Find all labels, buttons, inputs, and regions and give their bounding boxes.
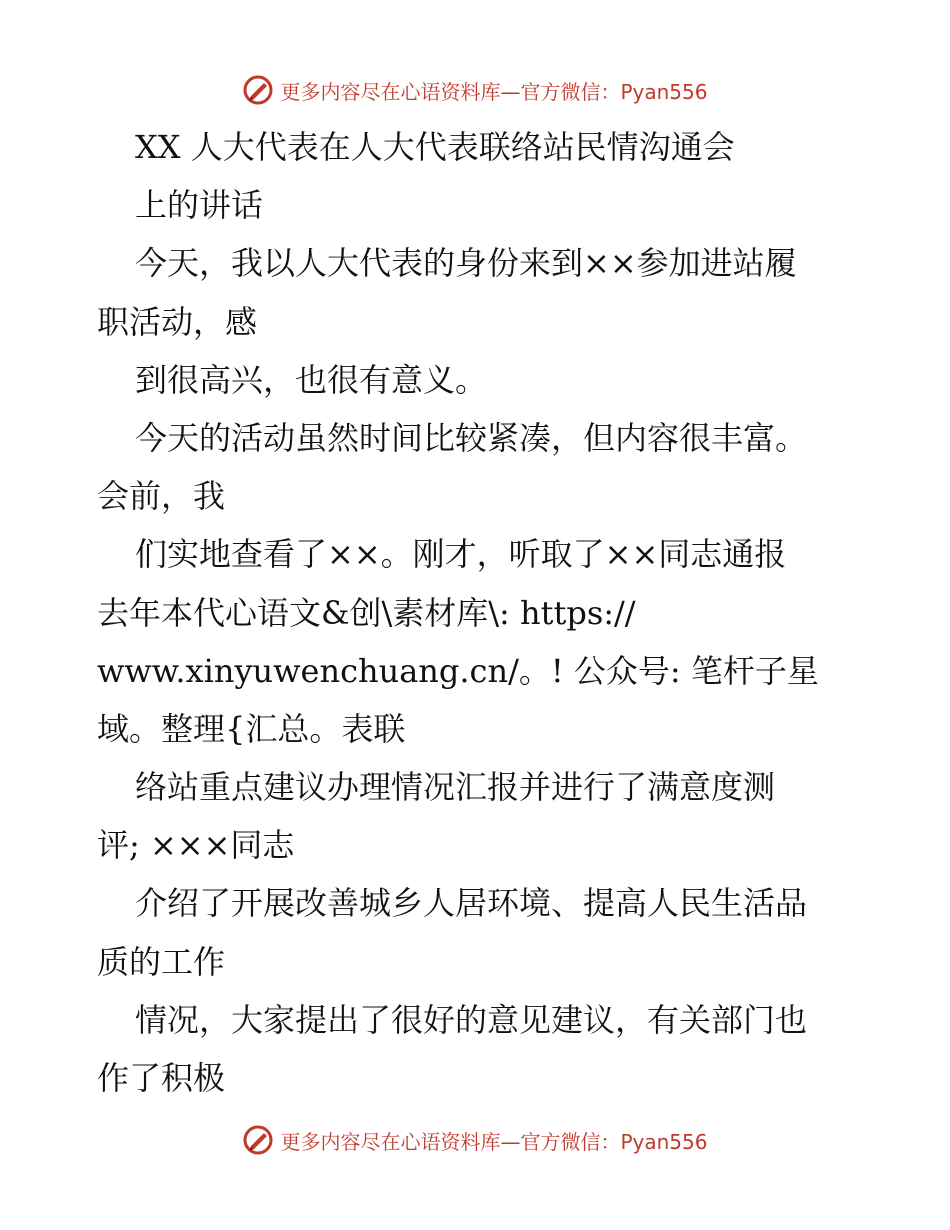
text-line: 职活动，感 [97, 302, 258, 341]
text-line: 去年本代心语文&创\素材库\: https:// [97, 593, 636, 632]
logo-icon [242, 74, 274, 106]
text-line: 今天，我以人大代表的身份来到××参加进站履 [135, 244, 797, 283]
text-line: 质的工作 [97, 942, 226, 981]
document-body [97, 118, 867, 1107]
text-line: 评; ×××同志 [97, 826, 295, 865]
header-banner [0, 70, 950, 110]
banner-text: 更多内容尽在心语资料库—官方微信：Pyan556 [280, 79, 708, 104]
banner-text: 更多内容尽在心语资料库—官方微信：Pyan556 [280, 1129, 708, 1154]
text-line: 到很高兴，也很有意义。 [135, 360, 488, 399]
text-line: 今天的活动虽然时间比较紧凑，但内容很丰富。 [135, 418, 808, 457]
text-line: 会前，我 [97, 477, 226, 516]
text-line: 上的讲话 [135, 186, 264, 225]
text-line: 们实地查看了××。刚才，听取了××同志通报 [135, 535, 787, 574]
text-line: 域。整理{汇总。表联 [97, 709, 406, 748]
text-line: 介绍了开展改善城乡人居环境、提高人民生活品 [135, 884, 808, 923]
text-line: www.xinyuwenchuang.cn/。! 公众号: 笔杆子星 [97, 651, 819, 690]
text-line: 作了积极 [97, 1059, 226, 1097]
text-line: 情况，大家提出了很好的意见建议，有关部门也 [135, 1000, 808, 1039]
text-line: XX 人大代表在人大代表联络站民情沟通会 [135, 128, 735, 166]
footer-banner [0, 1120, 950, 1160]
logo-icon [242, 1124, 274, 1156]
text-line: 络站重点建议办理情况汇报并进行了满意度测 [135, 768, 776, 807]
